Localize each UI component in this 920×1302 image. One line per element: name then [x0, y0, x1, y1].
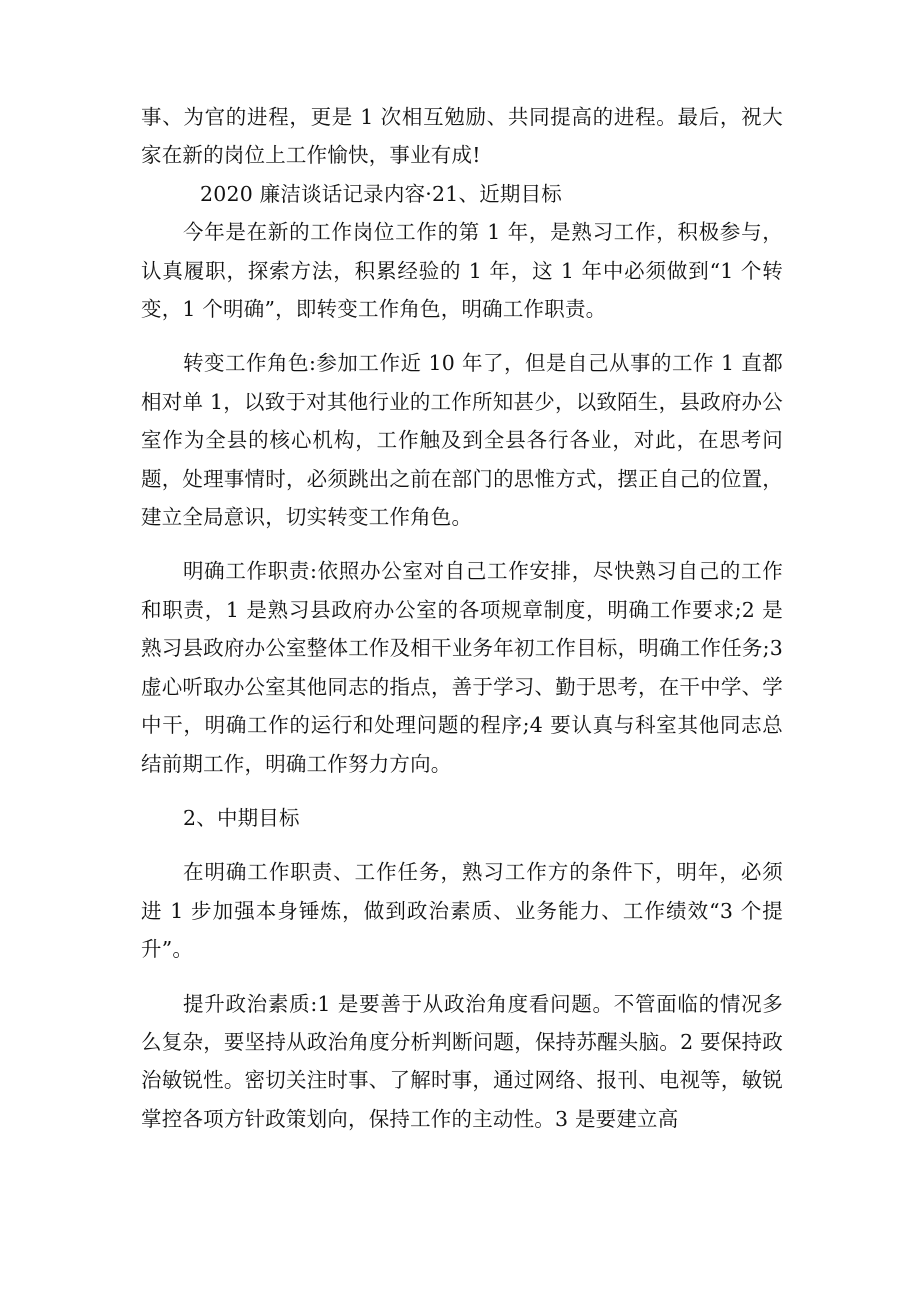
paragraph-closing: 事、为官的进程，更是 1 次相互勉励、共同提高的进程。最后，祝大家在新的岗位上工作愉快，事业有成!	[141, 105, 783, 168]
section-heading-2: 2、中期目标	[183, 805, 300, 830]
paragraph-role-change: 转变工作角色:参加工作近 10 年了，但是自己从事的工作 1 直都相对单 1，以致于对其他行业的工作所知甚少，以致陌生，县政府办公室作为全县的核心机构，工作触及到全县各行各业，对此，在思考问题，处理事情时，必须跳出之前在部门的思惟方式，摆正自己的位置，建立全局意识，切实转变工作角色。	[141, 351, 783, 530]
paragraph-political: 提升政治素质:1 是要善于从政治角度看问题。不管面临的情况多么复杂，要坚持从政治角度分析判断问题，保持苏醒头脑。2 要保持政治敏锐性。密切关注时事、了解时事，通过网络、报刊、电视等，敏锐掌控各项方针政策划向，保持工作的主动性。3 是要建立高	[141, 991, 783, 1131]
document-body	[141, 98, 783, 1138]
paragraph-first-year: 今年是在新的工作岗位工作的第 1 年，是熟习工作，积极参与，认真履职，探索方法，积累经验的 1 年，这 1 年中必须做到“1 个转变，1 个明确”，即转变工作角色，明确工作职责。	[141, 220, 783, 322]
paragraph-midterm: 在明确工作职责、工作任务，熟习工作方的条件下，明年，必须进 1 步加强本身锤炼，做到政治素质、业务能力、工作绩效“3 个提升”。	[141, 860, 783, 962]
section-heading-1: 2020 廉洁谈话记录内容·21、近期目标	[200, 181, 562, 206]
paragraph-duties: 明确工作职责:依照办公室对自己工作安排，尽快熟习自己的工作和职责，1 是熟习县政府办公室的各项规章制度，明确工作要求;2 是熟习县政府办公室整体工作及相干业务年初工作目标，明确工作任务;3 虚心听取办公室其他同志的指点，善于学习、勤于思考，在干中学、学中干，明确工作的运行和处理问题的程序;4 要认真与科室其他同志总结前期工作，明确工作努力方向。	[141, 559, 783, 776]
